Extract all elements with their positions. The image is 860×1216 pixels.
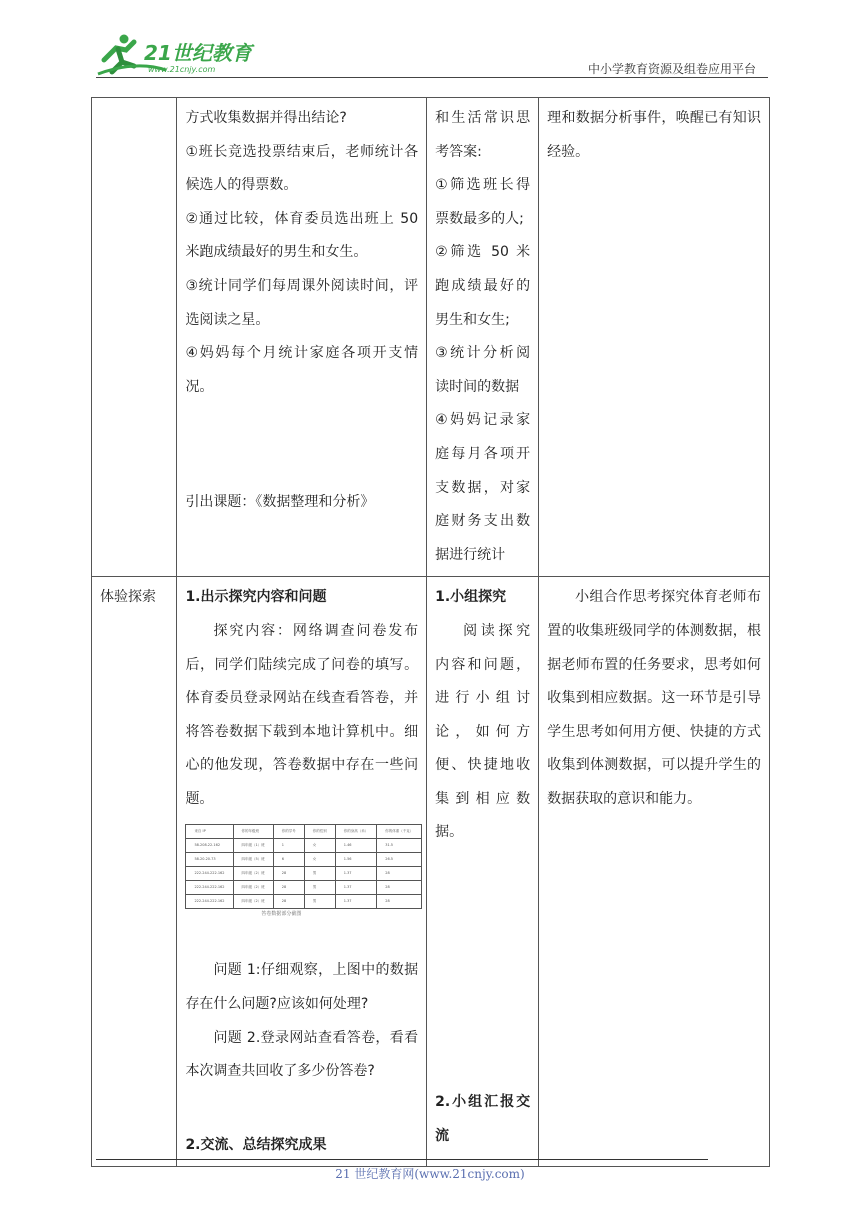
text-line: ③统计同学们每周课外阅读时间，评选阅读之星。 xyxy=(185,277,419,328)
table-cell: 四年级（2）班 xyxy=(233,881,273,895)
table-row xyxy=(186,895,422,909)
table-header-cell: 你的体重（千克） xyxy=(377,825,422,839)
page-header xyxy=(0,0,860,80)
topic-intro: 引出课题：《数据整理和分析》 xyxy=(185,494,375,511)
table-cell: 222.244.222.162 xyxy=(186,881,233,895)
table-cell: 28 xyxy=(273,867,304,881)
table-row xyxy=(92,577,770,1167)
table-cell: 男 xyxy=(304,867,335,881)
teacher-activity-cell xyxy=(177,98,427,577)
logo-url: www.21cnjy.com xyxy=(148,65,216,74)
table-cell: 28 xyxy=(273,881,304,895)
text-line: 和生活常识思考答案: xyxy=(435,110,531,160)
section-heading: 1.出示探究内容和问题 xyxy=(185,589,327,606)
stage-label: 体验探索 xyxy=(100,589,156,606)
table-cell: 四年级（2）班 xyxy=(233,895,273,909)
section-heading: 2.交流、总结探究成果 xyxy=(185,1136,327,1153)
answer-data-table xyxy=(185,824,422,909)
table-cell: 31.5 xyxy=(377,839,422,853)
table-cell: 1.37 xyxy=(335,881,377,895)
section-heading: 2.小组汇报交流 xyxy=(435,1094,531,1144)
table-cell: 1.56 xyxy=(335,853,377,867)
table-cell: 女 xyxy=(304,853,335,867)
table-header-cell: 来自 IP xyxy=(186,825,233,839)
footer-divider xyxy=(96,1159,708,1160)
table-cell: 6 xyxy=(273,853,304,867)
question-2: 问题 2.登录网站查看答卷，看看本次调查共回收了多少份答卷? xyxy=(185,1029,419,1080)
question-1: 问题 1:仔细观察，上图中的数据存在什么问题?应该如何处理? xyxy=(185,962,419,1013)
table-header-cell: 你的性别 xyxy=(304,825,335,839)
table-cell: 1.37 xyxy=(335,867,377,881)
table-cell: 26.5 xyxy=(377,853,422,867)
table-cell: 四年级（1）班 xyxy=(233,839,273,853)
table-row xyxy=(186,881,422,895)
text-line: 理和数据分析事件，唤醒已有知识经验。 xyxy=(547,110,761,160)
text-line: ④妈妈记录家庭每月各项开支数据，对家庭财务支出数据进行统计 xyxy=(435,412,531,563)
logo xyxy=(96,30,266,78)
table-row xyxy=(186,839,422,853)
table-row xyxy=(186,853,422,867)
table-cell: 男 xyxy=(304,895,335,909)
design-intent-cell xyxy=(539,98,770,577)
table-cell: 28 xyxy=(273,895,304,909)
table-row xyxy=(92,98,770,577)
text-line: ②筛选 50 米跑成绩最好的男生和女生; xyxy=(435,244,531,328)
table-header-cell: 你的年级班 xyxy=(233,825,273,839)
table-cell: 四年级（2）班 xyxy=(233,867,273,881)
footer-text: 21 世纪教育网(www.21cnjy.com) xyxy=(335,1167,525,1181)
table-cell: 58.208.22.162 xyxy=(186,839,233,853)
table-row xyxy=(186,867,422,881)
text-line: ②通过比较，体育委员选出班上 50 米跑成绩最好的男生和女生。 xyxy=(185,210,419,261)
table-header-cell: 你的身高（米） xyxy=(335,825,377,839)
text-line: 方式收集数据并得出结论? xyxy=(185,110,347,126)
text-line: ③统计分析阅读时间的数据 xyxy=(435,345,531,395)
design-intent-cell xyxy=(539,577,770,1167)
stage-cell xyxy=(92,98,177,577)
header-divider xyxy=(96,77,768,78)
student-activity-cell xyxy=(427,98,539,577)
stage-cell xyxy=(92,577,177,1167)
text-line: ④妈妈每个月统计家庭各项开支情况。 xyxy=(185,345,419,395)
answer-data-screenshot xyxy=(185,824,414,918)
table-cell: 28 xyxy=(377,867,422,881)
student-activity-cell xyxy=(427,577,539,1167)
screenshot-caption: 答卷数据部分截图 xyxy=(261,911,302,918)
table-cell: 28 xyxy=(377,895,422,909)
text-line: ①班长竞选投票结束后，老师统计各候选人的得票数。 xyxy=(185,143,419,194)
text-line: ①筛选班长得票数最多的人; xyxy=(435,177,531,227)
table-cell: 1 xyxy=(273,839,304,853)
table-cell: 1.37 xyxy=(335,895,377,909)
table-cell: 女 xyxy=(304,839,335,853)
table-cell: 28 xyxy=(377,881,422,895)
logo-text: 21世纪教育 xyxy=(144,41,252,65)
table-cell: 四年级（5）班 xyxy=(233,853,273,867)
table-cell: 男 xyxy=(304,881,335,895)
lesson-table xyxy=(91,97,770,1167)
section-heading: 1.小组探究 xyxy=(435,589,507,606)
teacher-activity-cell xyxy=(177,577,427,1167)
table-cell: 58.20.20.73 xyxy=(186,853,233,867)
table-header-cell: 你的学号 xyxy=(273,825,304,839)
paragraph: 探究内容：网络调查问卷发布后，同学们陆续完成了问卷的填写。体育委员登录网站在线查看答卷，并将答卷数据下载到本地计算机中。细心的他发现，答卷数据中存在一些问题。 xyxy=(185,622,419,807)
table-cell: 222.244.222.162 xyxy=(186,895,233,909)
platform-title: 中小学教育资源及组卷应用平台 xyxy=(587,62,756,76)
table-cell: 222.244.222.162 xyxy=(186,867,233,881)
paragraph: 阅读探究内容和问题，进行小组讨论，如何方便、快捷地收集到相应数据。 xyxy=(435,622,531,841)
paragraph: 小组合作思考探究体育老师布置的收集班级同学的体测数据，根据老师布置的任务要求，思考如何收集到相应数据。这一环节是引导学生思考如何用方便、快捷的方式收集到体测数据，可以提升学生的数据获取的意识和能力。 xyxy=(547,589,761,807)
table-cell: 1.46 xyxy=(335,839,377,853)
